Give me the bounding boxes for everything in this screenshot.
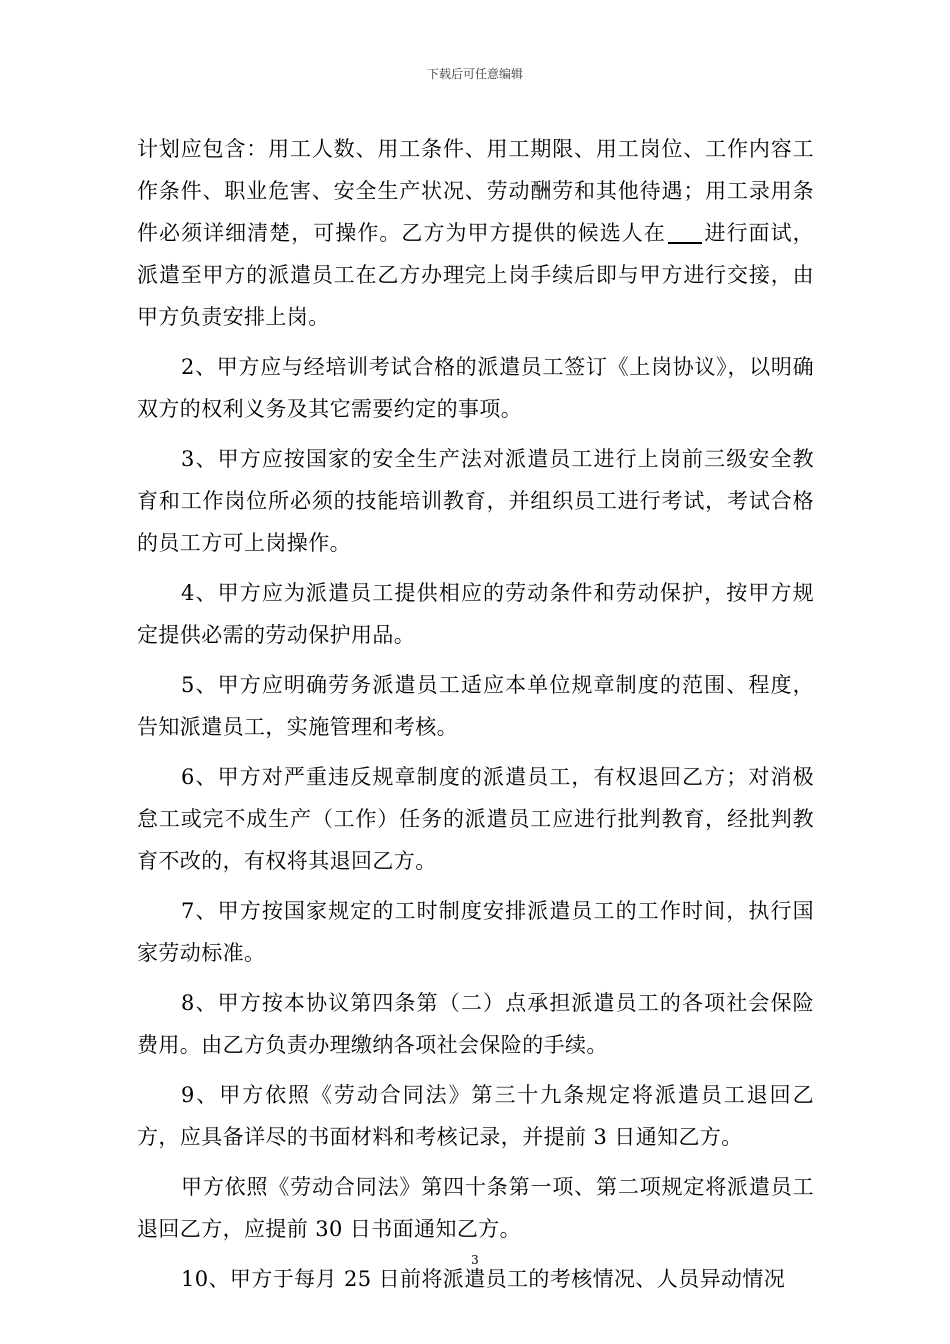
paragraph-2: 2、甲方应与经培训考试合格的派遣员工签订《上岗协议》，以明确双方的权利义务及其它需要约定的事项。 xyxy=(137,355,814,421)
paragraph-1-text-end: 进行面试，派遣至甲方的派遣员工在乙方办理完上岗手续后即与甲方进行交接，由甲方负责安排上岗。 xyxy=(137,221,814,329)
paragraph-1 xyxy=(137,128,814,338)
paragraph-3: 3、甲方应按国家的安全生产法对派遣员工进行上岗前三级安全教育和工作岗位所必须的技能培训教育，并组织员工进行考试，考试合格的员工方可上岗操作。 xyxy=(137,447,814,555)
page-number: 3 xyxy=(471,1253,479,1267)
paragraph-6: 6、甲方对严重违反规章制度的派遣员工，有权退回乙方；对消极怠工或完不成生产（工作）任务的派遣员工应进行批判教育，经批判教育不改的，有权将其退回乙方。 xyxy=(137,765,814,873)
paragraph-9: 9、甲方依照《劳动合同法》第三十九条规定将派遣员工退回乙方，应具备详尽的书面材料和考核记录，并提前 3 日通知乙方。 xyxy=(137,1083,814,1149)
paragraph-11: 10、甲方于每月 25 日前将派遣员工的考核情况、人员异动情况 xyxy=(181,1267,786,1291)
document-body xyxy=(137,128,814,1308)
paragraph-10: 甲方依照《劳动合同法》第四十条第一项、第二项规定将派遣员工退回乙方，应提前 30 日书面通知乙方。 xyxy=(137,1175,814,1241)
paragraph-1-text-start: 计划应包含：用工人数、用工条件、用工期限、用工岗位、工作内容工作条件、职业危害、安全生产状况、劳动酬劳和其他待遇；用工录用条件必须详细清楚，可操作。乙方为甲方提供的候选人在 xyxy=(137,137,814,245)
fill-in-blank xyxy=(668,220,702,244)
paragraph-4: 4、甲方应为派遣员工提供相应的劳动条件和劳动保护，按甲方规定提供必需的劳动保护用品。 xyxy=(137,581,814,647)
paragraph-5: 5、甲方应明确劳务派遣员工适应本单位规章制度的范围、程度，告知派遣员工，实施管理和考核。 xyxy=(137,673,814,739)
paragraph-8: 8、甲方按本协议第四条第（二）点承担派遣员工的各项社会保险费用。由乙方负责办理缴纳各项社会保险的手续。 xyxy=(137,991,814,1057)
paragraph-7: 7、甲方按国家规定的工时制度安排派遣员工的工作时间，执行国家劳动标准。 xyxy=(137,899,814,965)
page-header: 下载后可任意编辑 xyxy=(426,67,523,81)
